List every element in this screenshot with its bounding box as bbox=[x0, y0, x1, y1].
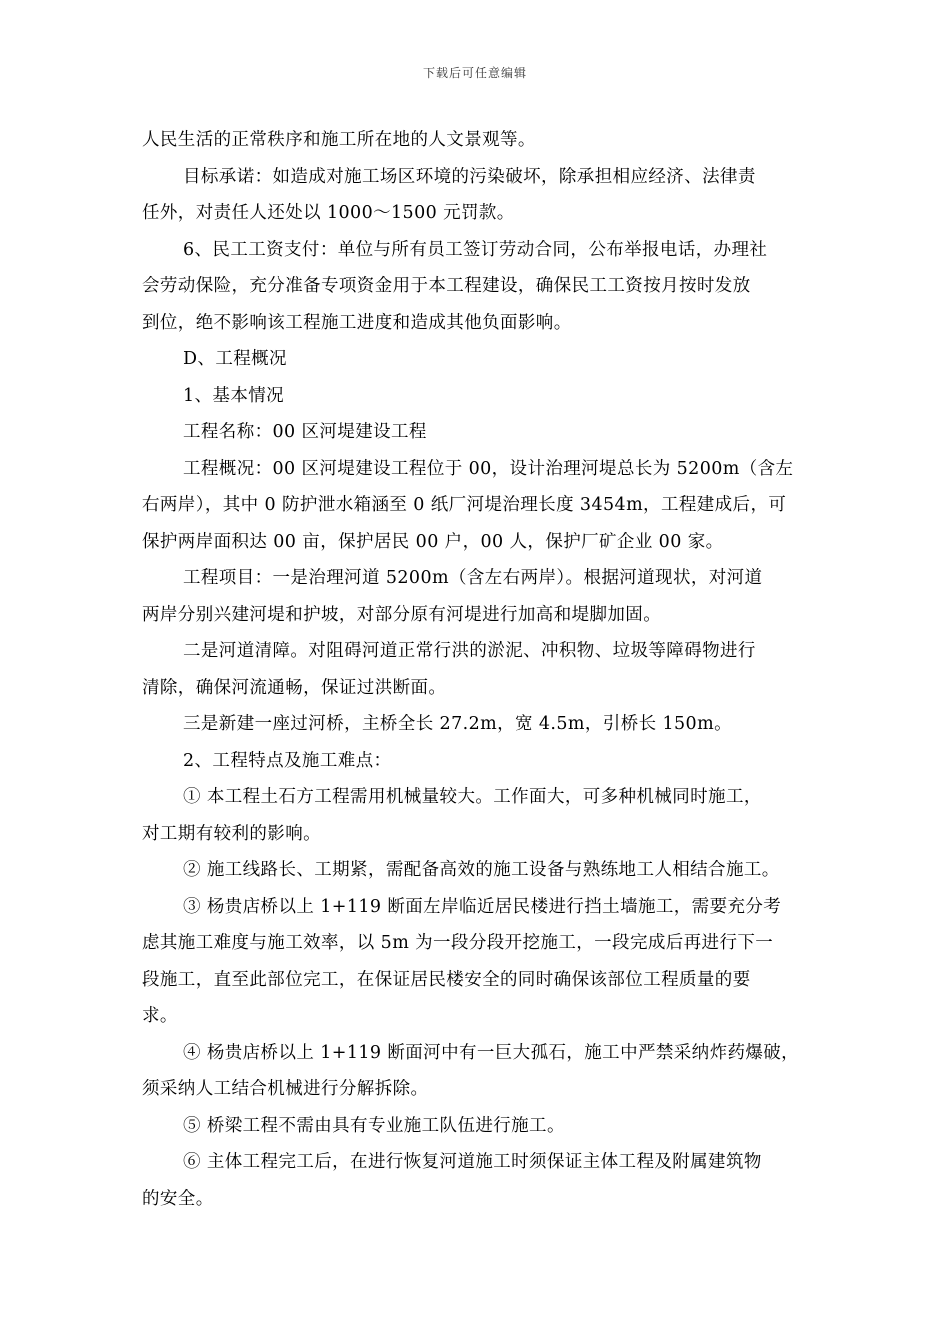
list-item: ④ 杨贵店桥以上 1+119 断面河中有一巨大孤石，施工中严禁采纳炸药爆破， bbox=[183, 1042, 800, 1063]
body-line: 两岸分别兴建河堤和护坡，对部分原有河堤进行加高和堤脚加固。 bbox=[142, 604, 662, 625]
body-line: 二是河道清障。对阻碍河道正常行洪的淤泥、冲积物、垃圾等障碍物进行 bbox=[183, 641, 756, 661]
body-line: 段施工，直至此部位完工，在保证居民楼安全的同时确保该部位工程质量的要 bbox=[142, 969, 751, 990]
body-line: 三是新建一座过河桥，主桥全长 27.2m，宽 4.5m，引桥长 150m。 bbox=[183, 714, 732, 734]
body-line: 6、民工工资支付：单位与所有员工签订劳动合同，公布举报电话，办理社 bbox=[183, 239, 768, 260]
body-line: 右两岸），其中 0 防护泄水箱涵至 0 纸厂河堤治理长度 3454m，工程建成后，可 bbox=[142, 495, 787, 515]
body-line: 清除，确保河流通畅，保证过洪断面。 bbox=[142, 677, 447, 698]
list-item: ⑤ 桥梁工程不需由具有专业施工队伍进行施工。 bbox=[183, 1115, 565, 1136]
list-item: ⑥ 主体工程完工后，在进行恢复河道施工时须保证主体工程及附属建筑物 bbox=[183, 1152, 762, 1172]
list-item: ② 施工线路长、工期紧，需配备高效的施工设备与熟练地工人相结合施工。 bbox=[183, 860, 780, 880]
body-line: 保护两岸面积达 00 亩，保护居民 00 户，00 人，保护厂矿企业 00 家。 bbox=[142, 531, 724, 552]
body-line: 到位，绝不影响该工程施工进度和造成其他负面影响。 bbox=[142, 312, 572, 333]
body-line: 人民生活的正常秩序和施工所在地的人文景观等。 bbox=[142, 130, 536, 150]
body-line: 虑其施工难度与施工效率，以 5m 为一段分段开挖施工，一段完成后再进行下一 bbox=[142, 933, 774, 953]
body-line: 任外，对责任人还处以 1000～1500 元罚款。 bbox=[142, 203, 515, 223]
body-line: 须采纳人工结合机械进行分解拆除。 bbox=[142, 1079, 429, 1099]
document-body bbox=[142, 122, 812, 1217]
body-line: 会劳动保险，充分准备专项资金用于本工程建设，确保民工工资按月按时发放 bbox=[142, 276, 751, 296]
subsection-heading: 2、工程特点及施工难点： bbox=[183, 750, 392, 771]
body-line: 工程概况：00 区河堤建设工程位于 00，设计治理河堤总长为 5200m（含左 bbox=[183, 458, 794, 479]
body-line: 的安全。 bbox=[142, 1188, 214, 1209]
section-heading: D、工程概况 bbox=[183, 349, 287, 369]
body-line: 目标承诺：如造成对施工场区环境的污染破坏，除承担相应经济、法律责 bbox=[183, 166, 756, 187]
body-line: 对工期有较利的影响。 bbox=[142, 823, 321, 844]
page-header: 下载后可任意编辑 bbox=[422, 66, 527, 80]
body-line: 求。 bbox=[142, 1006, 178, 1026]
subsection-heading: 1、基本情况 bbox=[183, 385, 285, 406]
list-item: ① 本工程土石方工程需用机械量较大。工作面大，可多种机械同时施工， bbox=[183, 787, 762, 807]
body-line: 工程名称：00 区河堤建设工程 bbox=[183, 422, 427, 442]
list-item: ③ 杨贵店桥以上 1+119 断面左岸临近居民楼进行挡土墙施工，需要充分考 bbox=[183, 896, 782, 917]
body-line: 工程项目：一是治理河道 5200m（含左右两岸）。根据河道现状，对河道 bbox=[183, 568, 763, 588]
